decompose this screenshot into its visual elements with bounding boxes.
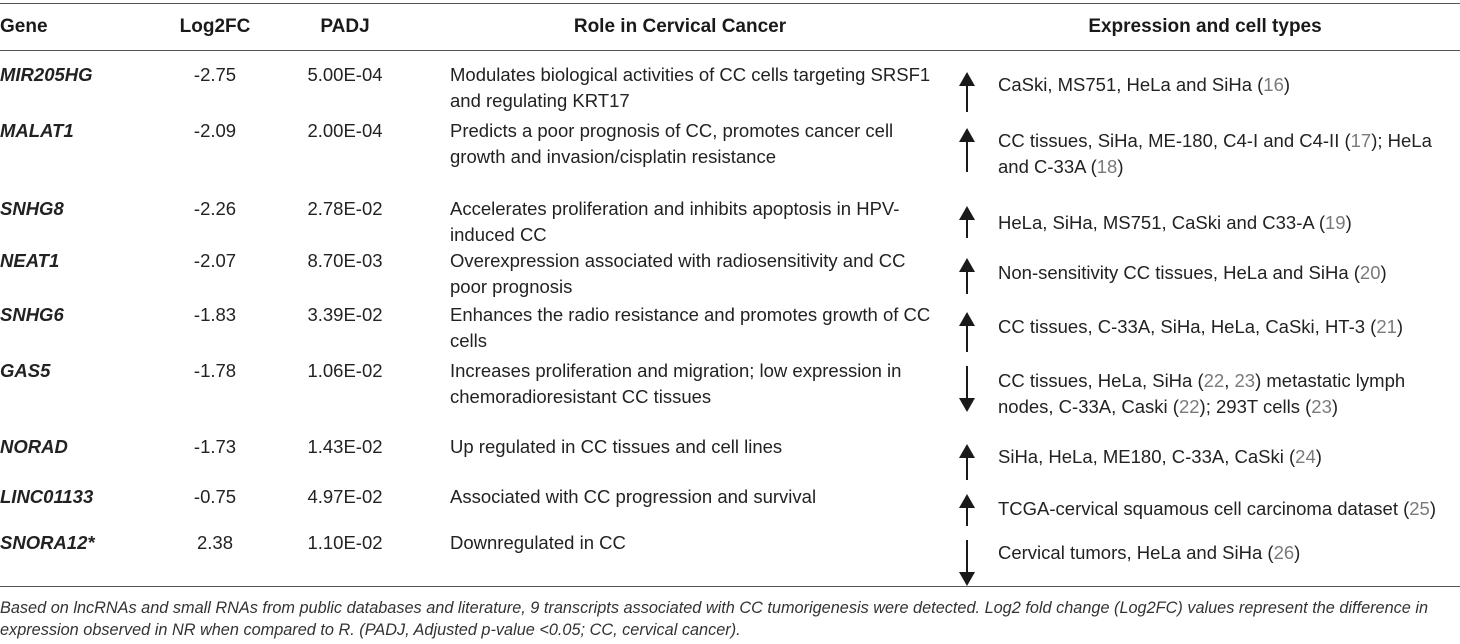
padj-value: 1.06E-02 [307, 360, 383, 381]
arrow-up-icon [958, 312, 976, 352]
expression-segment: ) metastatic lymph nodes, C-33A, Caski ( [998, 370, 1406, 417]
header-role: Role in Cervical Cancer [573, 16, 787, 37]
reference-number: 24 [1295, 446, 1316, 467]
log2fc-value: 2.38 [196, 532, 233, 553]
log2fc-value: -1.73 [193, 436, 237, 457]
gene-name: SNHG8 [0, 198, 64, 219]
log2fc-value: -2.09 [193, 120, 237, 141]
role-text: Increases proliferation and migration; low expression in chemoradioresistant CC tissues [450, 360, 902, 407]
expression-text [998, 540, 1460, 566]
expression-segment: ) [1380, 262, 1387, 283]
expression-segment: HeLa, SiHa, MS751, CaSki and C33-A ( [998, 212, 1325, 233]
gene-name: MALAT1 [0, 120, 74, 141]
gene-name: SNORA12* [0, 532, 95, 553]
expression-segment: Non-sensitivity CC tissues, HeLa and SiHa ( [998, 262, 1360, 283]
role-text: Overexpression associated with radiosensitivity and CC poor prognosis [450, 250, 906, 297]
reference-number: 26 [1273, 542, 1295, 563]
log2fc-value: -2.26 [193, 198, 237, 219]
expression-segment: ) [1331, 396, 1339, 417]
header-expression: Expression and cell types [1088, 16, 1322, 37]
padj-value: 3.39E-02 [307, 304, 383, 325]
padj-value: 4.97E-02 [307, 486, 383, 507]
expression-segment: CaSki, MS751, HeLa and SiHa ( [998, 74, 1264, 95]
bottom-rule [0, 586, 1460, 587]
expression-text [998, 444, 1460, 470]
expression-text [998, 128, 1460, 180]
reference-number: 17 [1350, 130, 1372, 151]
expression-segment: CC tissues, SiHa, ME-180, C4-I and C4-II ( [998, 130, 1351, 151]
expression-text [998, 368, 1460, 420]
padj-value: 1.10E-02 [307, 532, 383, 553]
log2fc-value: -2.07 [193, 250, 237, 271]
reference-number: 18 [1096, 156, 1118, 177]
expression-segment: CC tissues, C-33A, SiHa, HeLa, CaSki, HT-3 ( [998, 316, 1377, 337]
expression-segment: TCGA-cervical squamous cell carcinoma dataset ( [998, 498, 1410, 519]
role-text: Associated with CC progression and survival [450, 486, 817, 507]
padj-value: 2.78E-02 [307, 198, 383, 219]
arrow-up-icon [958, 206, 976, 238]
expression-segment: ) [1117, 156, 1124, 177]
expression-segment: ) [1294, 542, 1301, 563]
expression-segment: Cervical tumors, HeLa and SiHa ( [998, 542, 1274, 563]
reference-number: 22 [1203, 370, 1225, 391]
reference-number: 22 [1178, 396, 1200, 417]
expression-segment: CC tissues, HeLa, SiHa ( [998, 370, 1204, 391]
log2fc-value: -1.78 [193, 360, 237, 381]
expression-segment: ); HeLa and C-33A ( [998, 130, 1432, 177]
gene-name: LINC01133 [0, 486, 94, 507]
gene-name: GAS5 [0, 360, 51, 381]
arrow-up-icon [958, 258, 976, 294]
padj-value: 2.00E-04 [307, 120, 383, 141]
padj-value: 8.70E-03 [307, 250, 383, 271]
role-text: Predicts a poor prognosis of CC, promotes cancer cell growth and invasion/cisplatin resistance [450, 120, 894, 167]
reference-number: 20 [1359, 262, 1381, 283]
table-footnote: Based on lncRNAs and small RNAs from public databases and literature, 9 transcripts associated with CC tumorigenesis were detected. Log2 fold change (Log2FC) values represent the difference in expression observed in NR when compared to R. (PADJ, Adjusted p-value <0.05; CC, cervical cancer). [0, 599, 1429, 639]
expression-text [998, 496, 1460, 522]
reference-number: 21 [1376, 316, 1397, 337]
expression-text [998, 314, 1460, 340]
arrow-up-icon [958, 494, 976, 526]
arrow-up-icon [958, 72, 976, 112]
role-text: Accelerates proliferation and inhibits apoptosis in HPV-induced CC [450, 198, 900, 245]
arrow-down-icon [958, 540, 976, 586]
role-text: Up regulated in CC tissues and cell lines [450, 436, 783, 457]
arrow-down-icon [958, 366, 976, 412]
expression-segment: ) [1345, 212, 1352, 233]
expression-text [998, 260, 1460, 286]
role-text: Enhances the radio resistance and promotes growth of CC cells [450, 304, 931, 351]
expression-segment: ) [1396, 316, 1404, 337]
padj-value: 1.43E-02 [307, 436, 383, 457]
reference-number: 16 [1263, 74, 1284, 95]
role-text: Modulates biological activities of CC cells targeting SRSF1 and regulating KRT17 [450, 64, 931, 111]
reference-number: 23 [1311, 396, 1332, 417]
expression-text [998, 210, 1460, 236]
gene-name: NEAT1 [0, 250, 60, 271]
expression-segment: ) [1429, 498, 1437, 519]
header-padj: PADJ [320, 16, 370, 37]
arrow-up-icon [958, 128, 976, 172]
reference-number: 19 [1325, 212, 1346, 233]
log2fc-value: -2.75 [193, 64, 237, 85]
reference-number: 25 [1409, 498, 1430, 519]
gene-name: MIR205HG [0, 64, 93, 85]
arrow-up-icon [958, 444, 976, 480]
reference-number: 23 [1234, 370, 1256, 391]
gene-name: SNHG6 [0, 304, 64, 325]
expression-segment: , [1224, 370, 1235, 391]
expression-segment: ) [1283, 74, 1291, 95]
header-rule [0, 50, 1460, 51]
header-log2fc: Log2FC [179, 16, 251, 37]
log2fc-value: -0.75 [193, 486, 237, 507]
expression-text [998, 72, 1460, 98]
expression-segment: ) [1315, 446, 1322, 467]
role-text: Downregulated in CC [450, 532, 626, 553]
gene-name: NORAD [0, 436, 68, 457]
log2fc-value: -1.83 [193, 304, 237, 325]
padj-value: 5.00E-04 [307, 64, 383, 85]
expression-segment: SiHa, HeLa, ME180, C-33A, CaSki ( [998, 446, 1296, 467]
top-rule [0, 3, 1460, 4]
header-gene: Gene [0, 16, 48, 37]
expression-segment: ); 293T cells ( [1199, 396, 1312, 417]
